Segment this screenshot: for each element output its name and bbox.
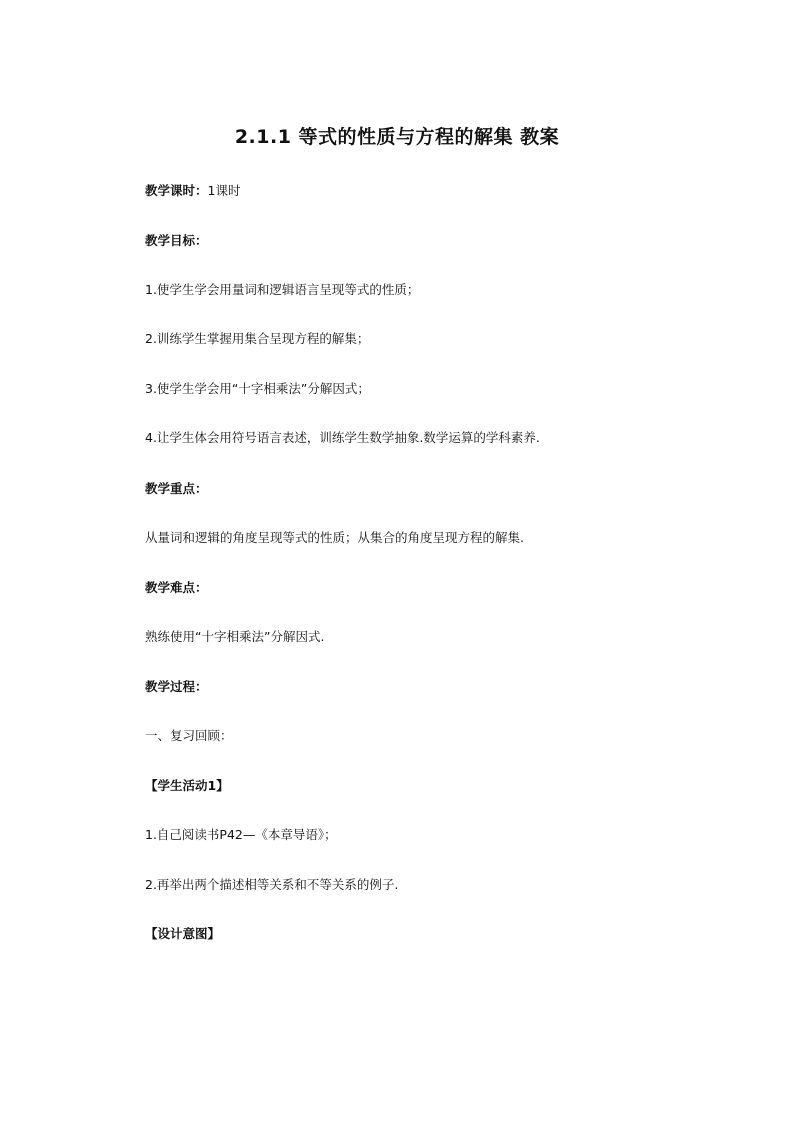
difficulties-heading: 教学难点： bbox=[145, 580, 208, 595]
class-hours-label: 教学课时： bbox=[145, 183, 208, 198]
class-hours-line bbox=[145, 182, 240, 200]
goal-item-3: 3.使学生学会用“十字相乘法”分解因式； bbox=[145, 381, 370, 396]
goal-item-1: 1.使学生学会用量词和逻辑语言呈现等式的性质； bbox=[145, 282, 420, 297]
goals-heading: 教学目标： bbox=[145, 233, 208, 248]
key-points-text: 从量词和逻辑的角度呈现等式的性质；从集合的角度呈现方程的解集. bbox=[145, 530, 524, 545]
activity-item-2: 2.再举出两个描述相等关系和不等关系的例子. bbox=[145, 877, 399, 892]
activity-heading: 【学生活动1】 bbox=[145, 778, 229, 793]
goal-item-4: 4.让学生体会用符号语言表述，训练学生数学抽象.数学运算的学科素养. bbox=[145, 430, 540, 445]
design-heading: 【设计意图】 bbox=[145, 926, 221, 941]
key-points-heading: 教学重点： bbox=[145, 481, 208, 496]
activity-item-1: 1.自己阅读书P42—《本章导语》； bbox=[145, 827, 337, 842]
review-heading: 一、复习回顾： bbox=[145, 728, 233, 743]
class-hours-value: 1课时 bbox=[207, 183, 241, 198]
difficulties-text: 熟练使用“十字相乘法”分解因式. bbox=[145, 629, 325, 644]
document-title: 2.1.1 等式的性质与方程的解集 教案 bbox=[234, 126, 560, 148]
process-heading: 教学过程： bbox=[145, 679, 208, 694]
goal-item-2: 2.训练学生掌握用集合呈现方程的解集； bbox=[145, 331, 370, 346]
